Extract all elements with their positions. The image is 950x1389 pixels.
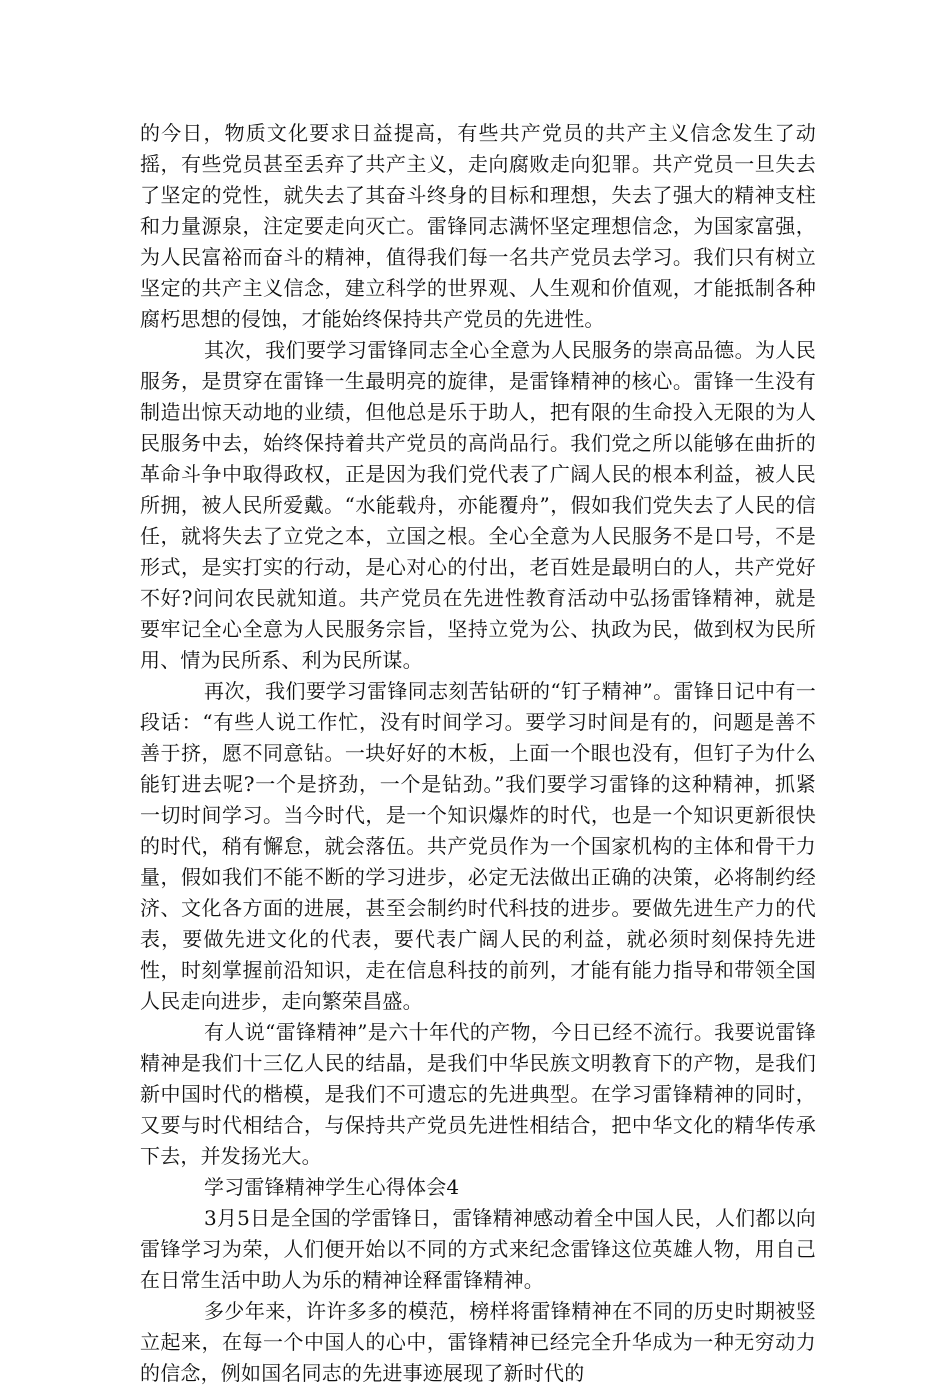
paragraph-many-years: 多少年来，许许多多的模范，榜样将雷锋精神在不同的历史时期被竖立起来，在每一个中国人的心中，雷锋精神已经完全升华成为一种无穷动力的信念，例如国名同志的先进事迹展现了新时代的: [140, 1299, 816, 1385]
paragraph-third-point: 再次，我们要学习雷锋同志刻苦钻研的“钉子精神”。雷锋日记中有一段话：“有些人说工作忙，没有时间学习。要学习时间是有的，问题是善不善于挤，愿不同意钻。一块好好的木板，上面一个眼也没有，但钉子为什么能钉进去呢?一个是挤劲，一个是钻劲。”我们要学习雷锋的这种精神，抓紧一切时间学习。当今时代，是一个知识爆炸的时代，也是一个知识更新很快的时代，稍有懈怠，就会落伍。共产党员作为一个国家机构的主体和骨干力量，假如我们不能不断的学习进步，必定无法做出正确的决策，必将制约经济、文化各方面的进展，甚至会制约时代科技的进步。要做先进生产力的代表，要做先进文化的代表，要代表广阔人民的利益，就必须时刻保持先进性，时刻掌握前沿知识，走在信息科技的前列，才能有能力指导和带领全国人民走向进步，走向繁荣昌盛。: [140, 679, 816, 1013]
paragraph-second-point: 其次，我们要学习雷锋同志全心全意为人民服务的崇高品德。为人民服务，是贯穿在雷锋一生最明亮的旋律，是雷锋精神的核心。雷锋一生没有制造出惊天动地的业绩，但他总是乐于助人，把有限的生命投入无限的为人民服务中去，始终保持着共产党员的高尚品行。我们党之所以能够在曲折的革命斗争中取得政权，正是因为我们党代表了广阔人民的根本利益，被人民所拥，被人民所爱戴。“水能载舟，亦能覆舟”，假如我们党失去了人民的信任，就将失去了立党之本，立国之根。全心全意为人民服务不是口号，不是形式，是实打实的行动，是心对心的付出，老百姓是最明白的人，共产党好不好?问问农民就知道。共产党员在先进性教育活动中弘扬雷锋精神，就是要牢记全心全意为人民服务宗旨，坚持立党为公、执政为民，做到权为民所用、情为民所系、利为民所谋。: [140, 338, 816, 672]
paragraph-conclusion: 有人说“雷锋精神”是六十年代的产物，今日已经不流行。我要说雷锋精神是我们十三亿人民的结晶，是我们中华民族文明教育下的产物，是我们新中国时代的楷模，是我们不可遗忘的先进典型。在学习雷锋精神的同时，又要与时代相结合，与保持共产党员先进性相结合，把中华文化的精华传承下去，并发扬光大。: [140, 1020, 816, 1168]
paragraph-march-fifth: 3月5日是全国的学雷锋日，雷锋精神感动着全中国人民，人们都以向雷锋学习为荣，人们便开始以不同的方式来纪念雷锋这位英雄人物，用自己在日常生活中助人为乐的精神诠释雷锋精神。: [140, 1206, 816, 1292]
body-text: [140, 118, 816, 1389]
paragraph-continuation: 的今日，物质文化要求日益提高，有些共产党员的共产主义信念发生了动摇，有些党员甚至丢弃了共产主义，走向腐败走向犯罪。共产党员一旦失去了坚定的党性，就失去了其奋斗终身的目标和理想，失去了强大的精神支柱和力量源泉，注定要走向灭亡。雷锋同志满怀坚定理想信念，为国家富强，为人民富裕而奋斗的精神，值得我们每一名共产党员去学习。我们只有树立坚定的共产主义信念，建立科学的世界观、人生观和价值观，才能抵制各种腐朽思想的侵蚀，才能始终保持共产党员的先进性。: [140, 121, 816, 331]
section-heading: 学习雷锋精神学生心得体会4: [204, 1175, 460, 1199]
